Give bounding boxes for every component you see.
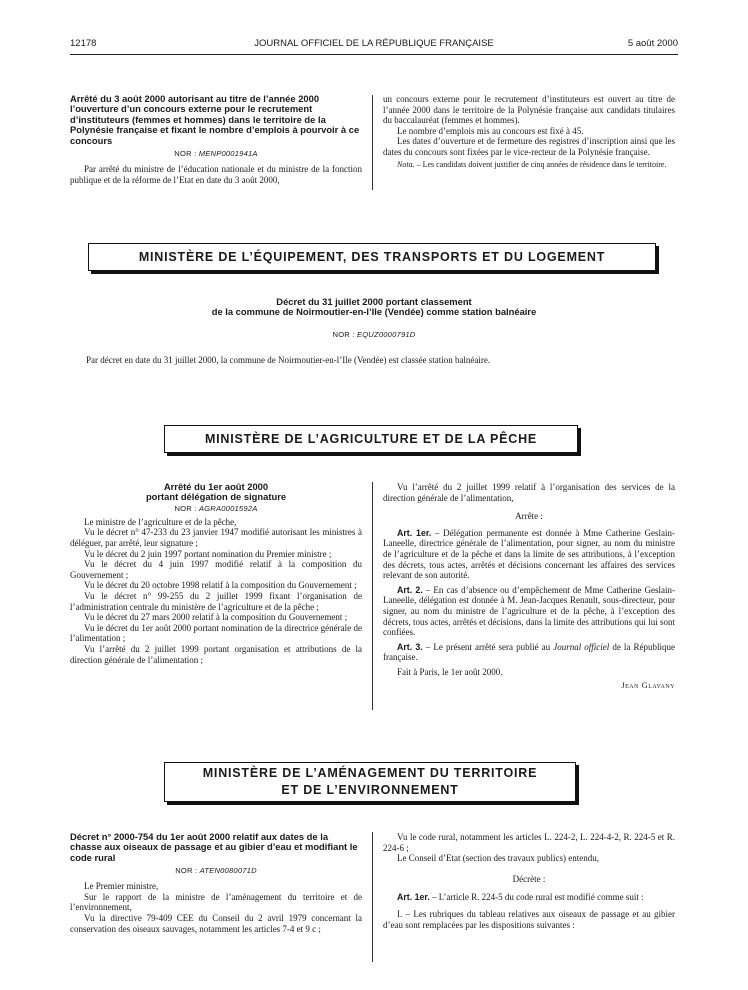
ministry-heading-agriculture: MINISTÈRE DE L’AGRICULTURE ET DE LA PÊCHE [164,425,578,453]
paragraph: Vu le décret du 20 octobre 1998 relatif à la composition du Gouvernement ; [84,580,357,591]
paragraph: Vu le décret du 27 mars 2000 relatif à la composition du Gouvernement ; [84,612,348,623]
paragraph: Le Premier ministre, [84,881,159,892]
arrete-polynesie-right [383,94,675,169]
issue-date: 5 août 2000 [627,38,678,49]
column-divider [372,482,373,710]
done-at-paris: Fait à Paris, le 1er août 2000. [397,666,503,677]
decret-noirmoutier-title-1: Décret du 31 juillet 2000 portant classement [276,296,472,307]
arrete-polynesie-left [70,94,362,185]
paragraph: un concours externe pour le recrutement d’instituteurs est ouvert au titre de l’année 2000 dans le territoire de la Polynésie française aux candidats titulaires du baccalauréat (femmes et hommes). [383,94,675,126]
journal-title: JOURNAL OFFICIEL DE LA RÉPUBLIQUE FRANÇAISE [254,38,494,49]
decret-chasse-title: Décret n° 2000-754 du 1er août 2000 relatif aux dates de la chasse aux oiseaux de passage et au gibier d’eau et modifiant le code rural [70,831,358,863]
article-2: Art. 2. – En cas d’absence ou d’empêchement de Mme Catherine Geslain-Laneelle, délégation est donnée à M. Jean-Jacques Renault, sous-directeur, pour signer, au nom du ministre de l’agriculture et de la pêche, à l’exception des décrets, tous actes, arrêtés et décisions, dans la limite des attributions qui lui sont confiées. [383,584,675,638]
ministry-line-1: MINISTÈRE DE L’AMÉNAGEMENT DU TERRITOIRE [202,766,538,780]
decrete-word: Décrète : [512,873,546,884]
page-number: 12178 [70,38,97,49]
paragraph: Le ministre de l’agriculture et de la pêche, [84,516,237,527]
paragraph: Le Conseil d’Etat (section des travaux publics) entendu, [397,853,599,864]
column-divider [372,832,373,962]
paragraph: Vu le décret du 4 juin 1997 modifié relatif à la composition du Gouvernement ; [70,559,362,580]
article-3: Art. 3. – Le présent arrêté sera publié au Journal officiel de la République française. [383,641,675,663]
nor-reference: NOR : MENP0001941A [174,149,258,159]
decret-chasse-left [70,832,362,934]
paragraph: Vu le décret n° 47-233 du 23 janvier 1947 modifié autorisant les ministres à déléguer, par arrêté, leur signature ; [70,527,362,548]
paragraph: Par arrêté du ministre de l’éducation nationale et du ministre de la fonction publique et de la réforme de l’Etat en date du 3 août 2000, [70,164,362,185]
nor-reference: NOR : EQUZ0000791D [332,329,416,339]
arrete-delegation-right [383,482,675,690]
paragraph: Vu le décret du 1er août 2000 portant nomination de la directrice générale de l’alimentation ; [70,622,362,644]
decret-chasse-right [383,832,675,930]
paragraph: Par décret en date du 31 juillet 2000, la commune de Noirmoutier-en-l’Ile (Vendée) est classée station balnéaire. [86,354,491,365]
paragraph: Vu le décret n° 99-255 du 2 juillet 1999 fixant l’organisation de l’administration centrale du ministère de l’agriculture et de la pêche ; [70,590,362,612]
article-1: Art. 1er. – L’article R. 224-5 du code rural est modifié comme suit : [397,892,644,903]
arrete-delegation-left [70,482,362,665]
arrete-delegation-title-1: Arrêté du 1er août 2000 [163,481,269,492]
paragraph: Vu l’arrêté du 2 juillet 1999 portant organisation et attributions de la direction générale de l’alimentation ; [70,643,362,665]
arrete-word: Arrête : [515,511,543,522]
paragraph: Les dates d’ouverture et de fermeture des registres d’inscription ainsi que les dates du concours sont fixées par le vice-recteur de la Polynésie française. [383,136,675,157]
paragraph: Vu l’arrêté du 2 juillet 1999 relatif à l’organisation des services de la direction générale de l’alimentation, [383,482,675,503]
signature: Jean Glavany [621,679,675,690]
arrete-polynesie-title: Arrêté du 3 août 2000 autorisant au titre de l’année 2000 l’ouverture d’un concours externe pour le recrutement d’instituteurs (femmes et hommes) dans le territoire de la Polynésie française et fixant le nombre d’emplois à pourvoir à ce concours [70,93,360,146]
nota-note: Nota. – Les candidats doivent justifier de cinq années de résidence dans le territoire. [397,159,667,169]
column-divider [372,95,373,190]
nor-reference: NOR : ATEN0080071D [175,866,257,876]
header-rule [70,54,678,55]
paragraph: Sur le rapport de la ministre de l’aménagement du territoire et de l’environnement, [70,891,362,913]
article-1: Art. 1er. – Délégation permanente est donnée à Mme Catherine Geslain-Laneelle, directrice générale de l’alimentation, pour signer, au nom du ministre de l’agriculture et de la pêche et dans la limite de ses attributions, à l’exception des décrets, tous actes, arrêtés et décisions concernant les affaires des services relevant de son autorité. [383,527,675,581]
decret-noirmoutier-title-2: de la commune de Noirmoutier-en-l’Ile (Vendée) comme station balnéaire [211,306,537,318]
item-I: I. – Les rubriques du tableau relatives aux oiseaux de passage et au gibier d’eau sont remplacées par les dispositions suivantes : [383,908,675,930]
ministry-heading-equipement: MINISTÈRE DE L’ÉQUIPEMENT, DES TRANSPORTS ET DU LOGEMENT [88,243,656,271]
paragraph: Vu le décret du 2 juin 1997 portant nomination du Premier ministre ; [84,548,332,559]
paragraph: Vu la directive 79-409 CEE du Conseil du 2 avril 1979 concernant la conservation des oiseaux sauvages, notamment les articles 7-4 et 9 c ; [70,913,362,934]
ministry-line-2: ET DE L’ENVIRONNEMENT [281,783,459,797]
arrete-delegation-title-2: portant délégation de signature [145,491,287,503]
nor-reference: NOR : AGRA0001592A [174,503,258,513]
decret-noirmoutier [70,297,678,365]
paragraph: Le nombre d’emplois mis au concours est fixé à 45. [397,125,584,136]
ministry-heading-amenagement [164,762,576,802]
paragraph: Vu le code rural, notamment les articles L. 224-2, L. 224-4-2, R. 224-5 et R. 224-6 ; [383,832,675,853]
